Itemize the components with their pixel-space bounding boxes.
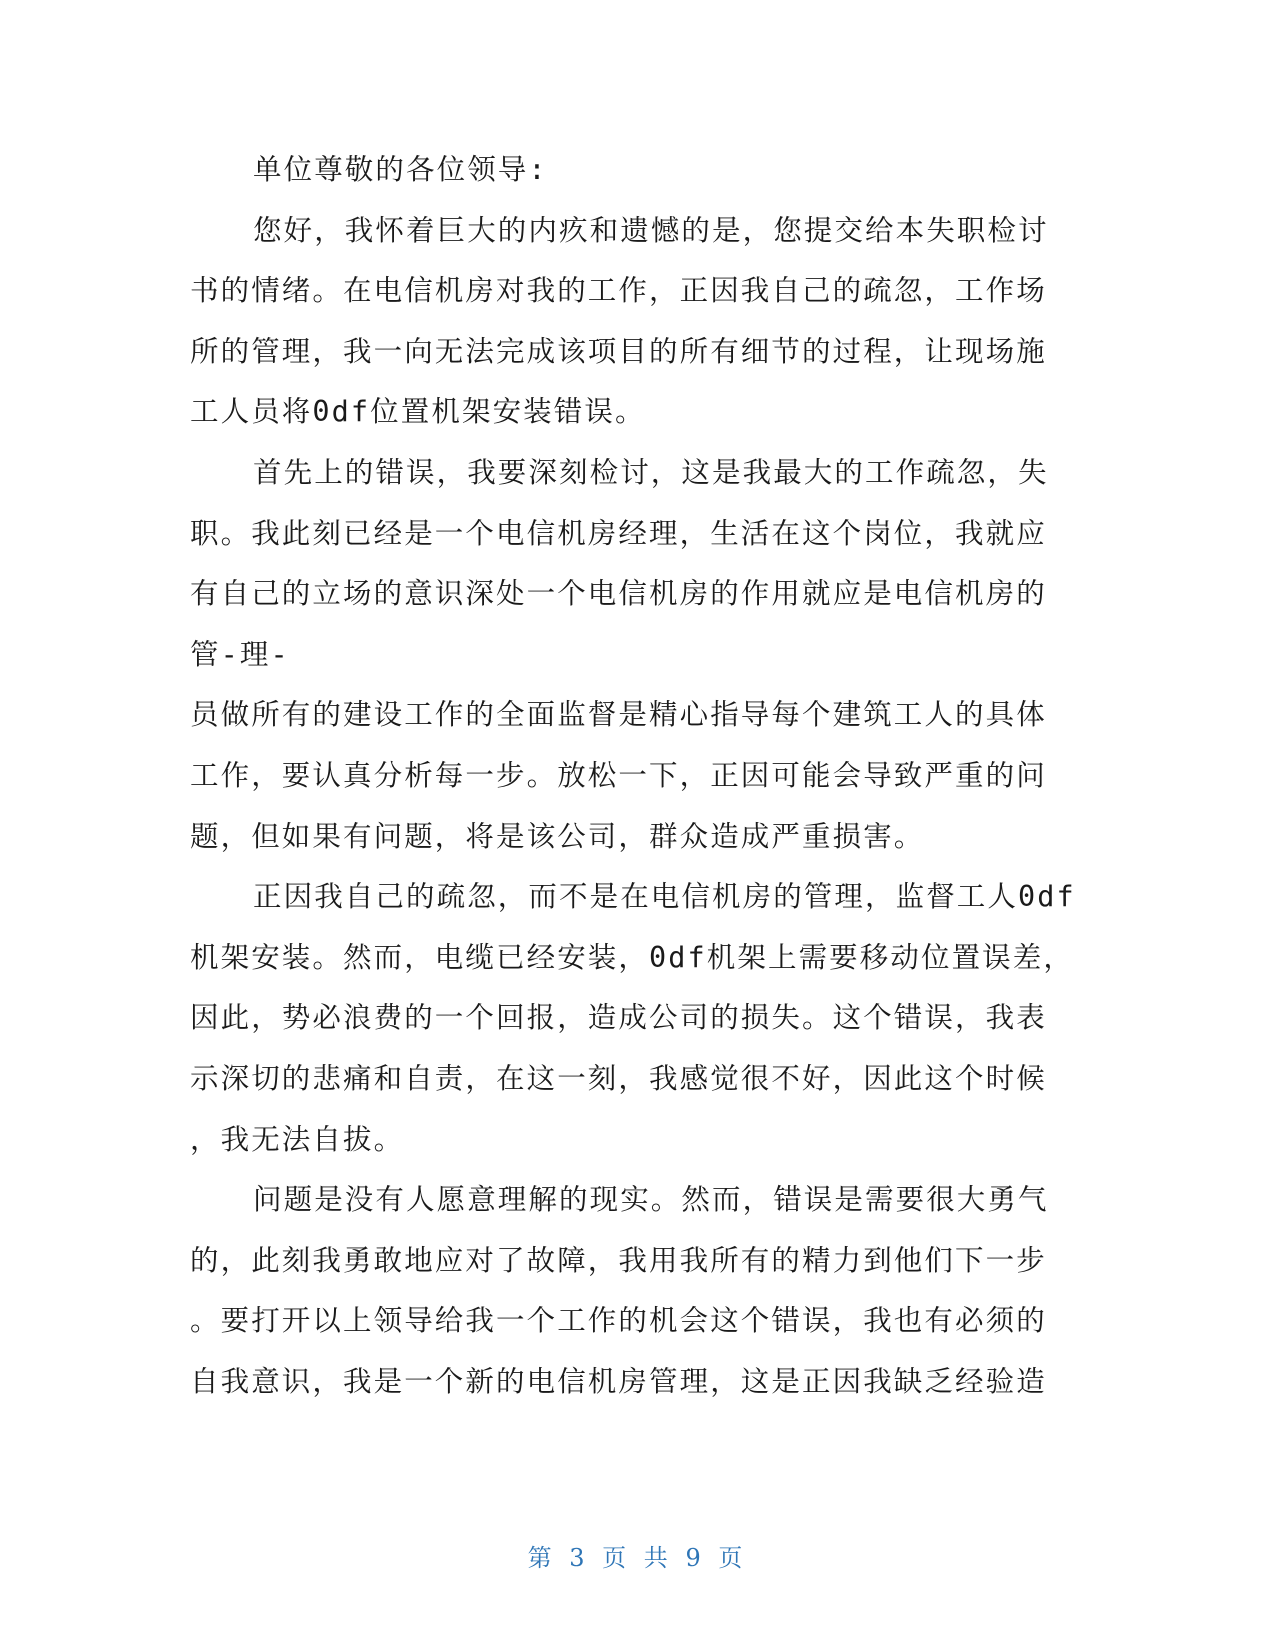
salutation: 单位尊敬的各位领导: [253, 153, 548, 186]
text-line: 首先上的错误，我要深刻检讨，这是我最大的工作疏忽，失 [253, 455, 1049, 489]
text-line: 有自己的立场的意识深处一个电信机房的作用就应是电信机房的 [190, 577, 1047, 611]
text-line: 工人员将0df位置机架安装错误。 [190, 395, 646, 429]
text-line: 示深切的悲痛和自责，在这一刻，我感觉很不好，因此这个时候 [190, 1061, 1047, 1095]
text-line: 。要打开以上领导给我一个工作的机会这个错误，我也有必须的 [190, 1304, 1047, 1338]
document-body [190, 140, 1076, 1412]
text-line: 正因我自己的疏忽，而不是在电信机房的管理，监督工人0df [253, 880, 1076, 914]
text-line: 工作，要认真分析每一步。放松一下，正因可能会导致严重的问 [190, 758, 1047, 792]
text-line: 所的管理，我一向无法完成该项目的所有细节的过程，让现场施 [190, 334, 1047, 368]
text-line: 您好，我怀着巨大的内疚和遗憾的是，您提交给本失职检讨 [253, 213, 1049, 247]
text-line: 的，此刻我勇敢地应对了故障，我用我所有的精力到他们下一步 [190, 1243, 1047, 1277]
text-line: 问题是没有人愿意理解的现实。然而，错误是需要很大勇气 [253, 1183, 1049, 1217]
text-line: 题，但如果有问题，将是该公司，群众造成严重损害。 [190, 819, 925, 853]
text-line: 机架安装。然而，电缆已经安装，0df机架上需要移动位置误差， [190, 940, 1074, 974]
page-number-footer: 第 3 页 共 9 页 [527, 1544, 748, 1572]
text-line: 职。我此刻已经是一个电信机房经理，生活在这个岗位，我就应 [190, 516, 1047, 550]
text-line: ，我无法自拔。 [190, 1122, 405, 1156]
text-line: 因此，势必浪费的一个回报，造成公司的损失。这个错误，我表 [190, 1001, 1047, 1035]
text-line: 管-理- [190, 637, 290, 671]
text-line: 员做所有的建设工作的全面监督是精心指导每个建筑工人的具体 [190, 698, 1047, 732]
text-line: 自我意识，我是一个新的电信机房管理，这是正因我缺乏经验造 [190, 1364, 1047, 1398]
text-line: 书的情绪。在电信机房对我的工作，正因我自己的疏忽，工作场 [190, 274, 1047, 308]
